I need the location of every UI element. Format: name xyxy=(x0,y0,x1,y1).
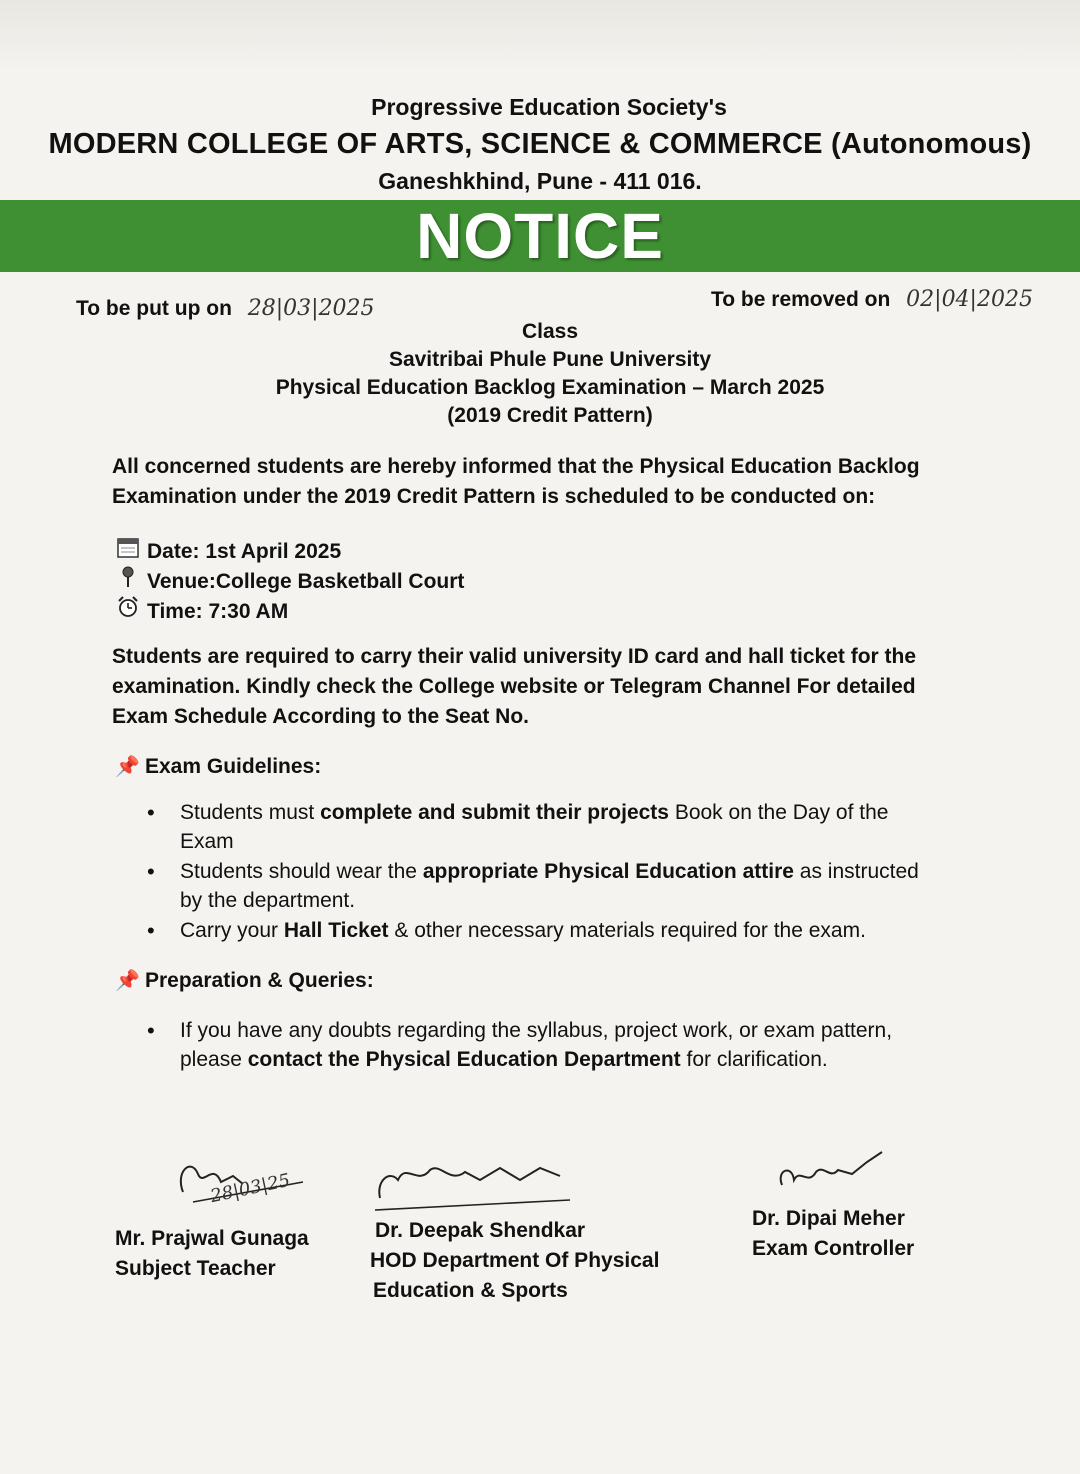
college-name: MODERN COLLEGE OF ARTS, SCIENCE & COMMERCE (Autonomous) xyxy=(48,128,1032,160)
pin-icon xyxy=(115,566,141,596)
credit-pattern: (2019 Credit Pattern) xyxy=(447,404,653,427)
queries-heading xyxy=(115,968,374,993)
remove-date: 02|04|2025 xyxy=(906,287,1033,312)
item-emphasis: Hall Ticket xyxy=(283,919,389,942)
item-text: as instructed by the department. xyxy=(180,860,919,912)
signatory-name: Dr. Deepak Shendkar xyxy=(375,1219,586,1242)
class-line: Class xyxy=(521,320,579,343)
put-up-label: To be put up on xyxy=(76,297,232,320)
exam-name: Physical Education Backlog Examination – March 2025 xyxy=(275,376,825,399)
queries-title: Preparation & Queries: xyxy=(145,968,374,992)
queries-list xyxy=(145,1016,945,1075)
list-item xyxy=(145,916,945,945)
intro-paragraph: All concerned students are hereby informed that the Physical Education Backlog Examination under the 2019 Credit Pattern is scheduled to be conducted on: xyxy=(112,455,920,508)
society-name: Progressive Education Society's xyxy=(371,94,727,120)
time-row xyxy=(115,596,464,626)
item-text: for clarification. xyxy=(680,1048,828,1071)
signatory-role: Exam Controller xyxy=(752,1237,915,1260)
item-text: Book on the Day of the Exam xyxy=(180,801,889,853)
requirement-paragraph: Students are required to carry their valid university ID card and hall ticket for the examination. Kindly check the College website or Telegram Channel For detailed Exam Schedule According to the Seat No. xyxy=(112,645,917,728)
signature-block-controller xyxy=(752,1140,1002,1270)
signature-mark xyxy=(370,1150,590,1220)
calendar-icon xyxy=(115,536,141,566)
pushpin-icon: 📌 xyxy=(115,756,140,778)
exam-time: Time: 7:30 AM xyxy=(147,599,289,623)
guidelines-heading xyxy=(115,754,321,779)
signature-date: 28|03|25 xyxy=(208,1169,293,1208)
list-item xyxy=(145,798,945,856)
exam-venue: Venue:College Basketball Court xyxy=(147,569,465,593)
college-address: Ganeshkhind, Pune - 411 016. xyxy=(378,168,702,194)
notice-title: NOTICE xyxy=(416,200,664,272)
item-text: & other necessary materials required for the exam. xyxy=(388,919,866,942)
exam-details xyxy=(115,536,464,626)
exam-meta xyxy=(0,318,1080,430)
signature-mark xyxy=(772,1140,902,1200)
signature-block-hod xyxy=(370,1150,690,1310)
alarm-clock-icon xyxy=(115,596,141,626)
guidelines-list xyxy=(145,798,945,946)
item-emphasis: complete and submit their projects xyxy=(320,801,669,824)
signatory-role-continued: Education & Sports xyxy=(373,1279,568,1302)
paper-edge xyxy=(0,0,1080,70)
date-row xyxy=(115,536,464,566)
signatory-role: Subject Teacher xyxy=(115,1257,276,1280)
item-emphasis: contact the Physical Education Department xyxy=(247,1048,681,1071)
put-up-date: 28|03|2025 xyxy=(247,296,375,321)
item-emphasis: appropriate Physical Education attire xyxy=(422,860,794,883)
item-text: Carry your xyxy=(180,919,284,942)
item-text: Students must xyxy=(180,801,321,824)
list-item xyxy=(145,1016,945,1074)
university-name: Savitribai Phule Pune University xyxy=(388,348,712,371)
notice-banner xyxy=(0,200,1080,272)
signatory-name: Dr. Dipai Meher xyxy=(752,1207,905,1230)
item-text: If you have any doubts regarding the syllabus, project work, or exam pattern, please xyxy=(180,1019,893,1071)
remove-label: To be removed on xyxy=(711,288,891,311)
guidelines-title: Exam Guidelines: xyxy=(145,754,322,778)
item-text: Students should wear the xyxy=(180,860,423,883)
list-item xyxy=(145,857,945,915)
signatory-role: HOD Department Of Physical xyxy=(370,1249,660,1272)
venue-row xyxy=(115,566,464,596)
pushpin-icon: 📌 xyxy=(115,970,140,992)
letterhead xyxy=(0,94,1080,195)
signatory-name: Mr. Prajwal Gunaga xyxy=(115,1227,309,1250)
signature-block-teacher xyxy=(115,1152,355,1292)
exam-date: Date: 1st April 2025 xyxy=(147,539,342,563)
remove-line xyxy=(711,287,1033,312)
